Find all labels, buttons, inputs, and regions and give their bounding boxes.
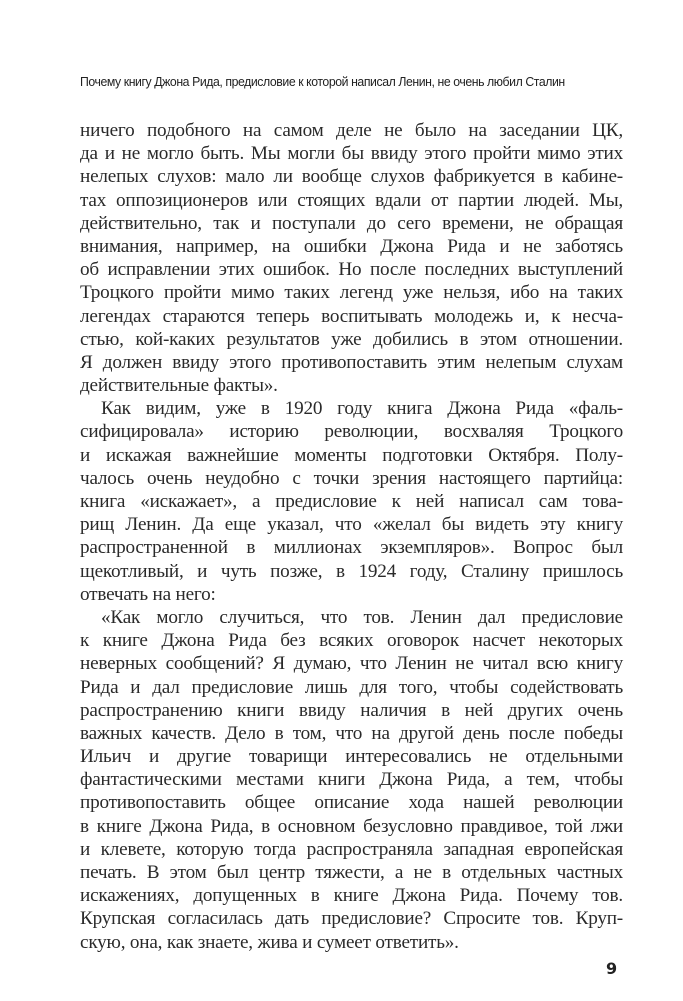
text-line: неверных сообщений? Я думаю, что Ленин не читал всю книгу: [80, 653, 623, 675]
page-body-text: [80, 119, 623, 954]
text-line: ничего подобного на самом деле не было на заседании ЦК,: [80, 120, 623, 141]
text-line: «Как могло случиться, что тов. Ленин дал предисловие: [101, 606, 623, 628]
text-line: важных качеств. Дело в том, что на другой день после победы: [80, 722, 623, 744]
text-line: распространенной в миллионах экземпляров». Вопрос был: [80, 537, 623, 559]
page-number: 9: [606, 959, 618, 978]
text-line: да и не могло быть. Мы могли бы ввиду этого пройти мимо этих: [80, 143, 623, 165]
text-line: действительно, так и поступали до сего времени, не обращая: [80, 212, 623, 234]
text-line: рищ Ленин. Да еще указал, что «желал бы видеть эту книгу: [80, 514, 623, 536]
text-line: отвечать на него:: [80, 583, 216, 605]
text-line: искажениях, допущенных в книге Джона Рида. Почему тов.: [80, 885, 623, 907]
text-line: действительные факты».: [80, 375, 278, 397]
text-line: Крупская согласилась дать предисловие? Спросите тов. Круп-: [80, 908, 623, 930]
text-line: Рида и дал предисловие лишь для того, чтобы содействовать: [80, 676, 623, 698]
text-line: тах оппозиционеров или стоящих вдали от партии людей. Мы,: [80, 189, 623, 211]
text-line: противопоставить общее описание хода нашей революции: [80, 792, 623, 814]
text-line: к книге Джона Рида без всяких оговорок насчет некоторых: [80, 630, 623, 652]
running-header: Почему книгу Джона Рида, предисловие к которой написал Ленин, не очень любил Сталин: [80, 74, 565, 89]
text-line: щекотливый, и чуть позже, в 1924 году, Сталину пришлось: [80, 560, 623, 582]
text-line: распространению книги ввиду наличия в ней других очень: [80, 699, 623, 721]
text-line: фантастическими местами книги Джона Рида, а тем, чтобы: [80, 769, 623, 791]
text-line: в книге Джона Рида, в основном безусловно правдивое, той лжи: [80, 815, 623, 837]
text-line: легендах стараются теперь воспитывать молодежь и, к несча-: [80, 305, 623, 327]
text-line: скую, она, как знаете, жива и сумеет ответить».: [80, 931, 459, 953]
text-line: сифицировала» историю революции, восхваляя Троцкого: [80, 421, 623, 443]
text-line: Я должен ввиду этого противопоставить этим нелепым слухам: [80, 351, 623, 373]
text-line: Ильич и другие товарищи интересовались не отдельными: [80, 746, 623, 768]
text-line: печать. В этом был центр тяжести, а не в отдельных частных: [80, 862, 623, 883]
text-line: внимания, например, на ошибки Джона Рида и не заботясь: [80, 235, 623, 257]
text-line: Как видим, уже в 1920 году книга Джона Рида «фаль-: [101, 398, 623, 420]
text-line: стью, кой-каких результатов уже добились в этом отношении.: [80, 328, 623, 350]
text-line: Троцкого пройти мимо таких легенд уже нельзя, ибо на таких: [80, 282, 623, 304]
text-line: и клевете, которую тогда распространяла западная европейская: [80, 838, 623, 860]
text-line: чалось очень неудобно с точки зрения настоящего партийца:: [80, 467, 623, 489]
text-line: книга «искажает», а предисловие к ней написал сам това-: [80, 491, 623, 512]
text-line: об исправлении этих ошибок. Но после последних выступлений: [80, 259, 623, 281]
text-line: и искажая важнейшие моменты подготовки Октября. Полу-: [80, 444, 623, 466]
text-line: нелепых слухов: мало ли вообще слухов фабрикуется в кабине-: [80, 166, 623, 188]
